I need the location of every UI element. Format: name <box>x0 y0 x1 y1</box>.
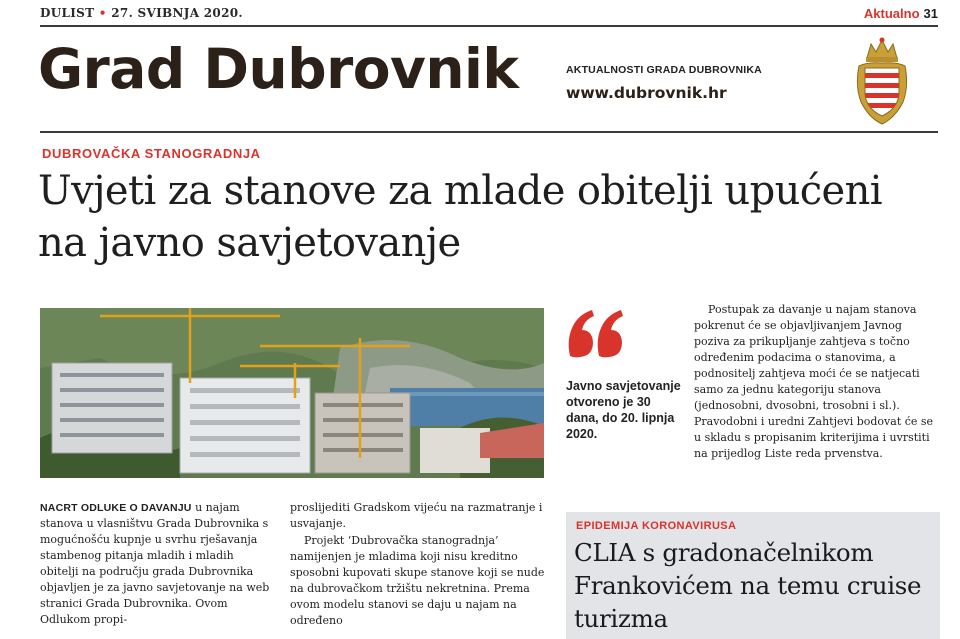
dubrovnik-coat-of-arms-icon <box>853 36 911 126</box>
related-kicker: EPIDEMIJA KORONAVIRUSA <box>576 520 737 532</box>
section-label <box>864 6 938 21</box>
quotation-mark-icon <box>566 308 626 362</box>
masthead-title: Grad Dubrovnik <box>38 37 519 101</box>
masthead-subtitle: AKTUALNOSTI GRADA DUBROVNIKA <box>566 64 762 76</box>
publication-name: DULIST <box>40 6 95 20</box>
top-bar <box>40 6 938 24</box>
body-paragraph <box>40 500 272 628</box>
body-column-2 <box>290 500 546 630</box>
section-name: Aktualno <box>863 6 920 21</box>
top-rule <box>40 25 938 27</box>
paragraph-lead: NACRT ODLUKE O DAVANJU <box>40 502 192 514</box>
article-kicker: DUBROVAČKA STANOGRADNJA <box>42 146 261 161</box>
masthead-rule <box>40 131 938 133</box>
article-photo <box>40 308 544 478</box>
right-paragraph: Postupak za davanje u najam stanova pokrenut će se objavljivanjem Javnog poziva za prikupljanje zahtjeva s točno određenim podacima o stanovima, a podnositelj zahtjeva moći će se natjecati samo za jednu kategoriju stanova (jednosobni, dvosobni, trosobni i sl.). Pravodobni i uredni Zahtjevi bodovat će se u skladu s propisanim kriterijima i uvrstiti na prijedlog Liste reda prvenstva. <box>694 303 934 460</box>
masthead-url[interactable]: www.dubrovnik.hr <box>566 84 727 102</box>
article-headline: Uvjeti za stanove za mlade obitelji upućeni na javno savjetovanje <box>38 168 882 266</box>
body-column-1 <box>40 500 272 628</box>
body-paragraph: Projekt ‘Dubrovačka stanogradnja’ namijenjen je mladima koji nisu kreditno sposobni kupovati skupe stanove koji se nude na dubrovačkom tržištu nekretnina. Prema ovom modelu stanovi se daju u najam na određeno <box>290 534 545 627</box>
body-paragraph: proslijediti Gradskom vijeću na razmatranje i usvajanje. <box>290 501 543 530</box>
issue-date: 27. SVIBNJA 2020. <box>111 6 243 20</box>
related-article-box[interactable] <box>566 512 940 639</box>
page-number: 31 <box>923 6 938 21</box>
paragraph-text: u najam stanova u vlasništvu Grada Dubrovnika s mogućnošću kupnje u svrhu rješavanja stambenog pitanja mladih i mladih obitelji na području grada Dubrovnika objavljen je za javno savjetovanje na web stranici Grada Dubrovnika. Ovom Odlukom propi- <box>40 501 270 626</box>
separator-dot: • <box>94 6 112 20</box>
related-title[interactable]: CLIA s gradonačelnikom Frankovićem na temu cruise turizma <box>574 538 922 633</box>
pull-quote: Javno savjetovanje otvoreno je 30 dana, do 20. lipnja 2020. <box>566 379 681 441</box>
right-column-text <box>694 302 940 462</box>
issue-line <box>40 6 243 20</box>
